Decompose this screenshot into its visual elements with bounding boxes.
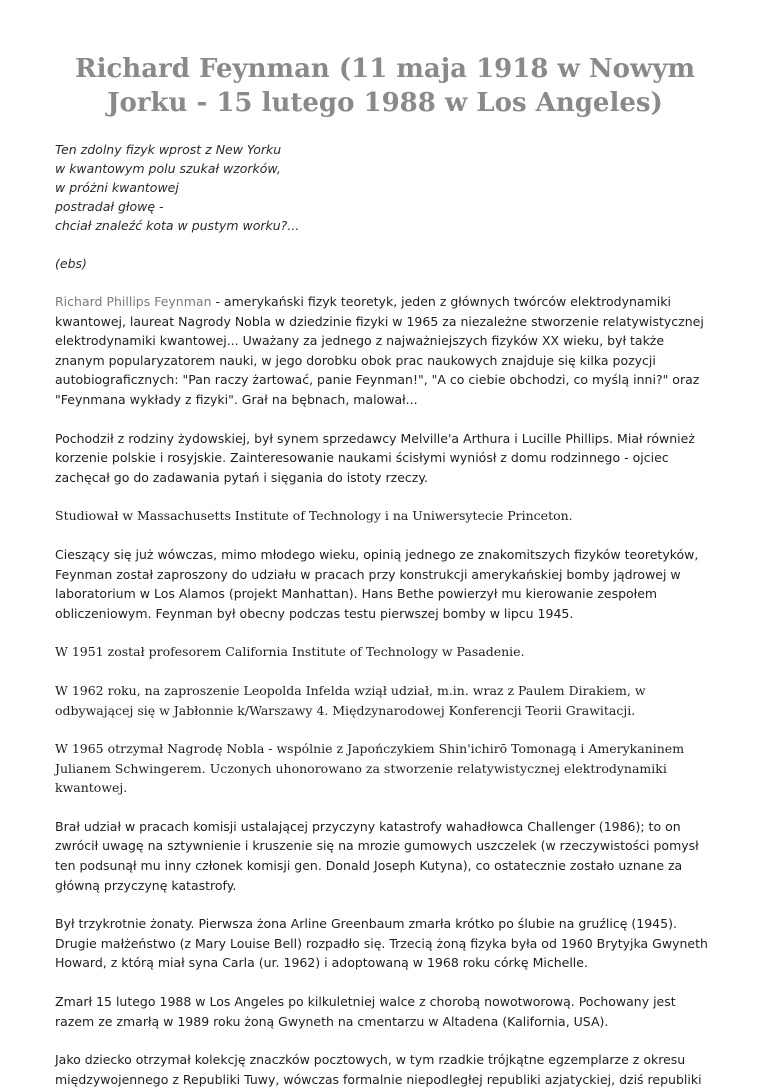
paragraph-conference: W 1962 roku, na zaproszenie Leopolda Infelda wziął udział, m.in. wraz z Paulem Dirakiem, w odbywającej się w Jabłonnie k/Warszawy 4. Międzynarodowej Konferencji Teorii Grawitacji. <box>55 682 646 718</box>
intro-text: - amerykański fizyk teoretyk, jeden z głównych twórców elektrodynamiki kwantowej, laureat Nagrody Nobla w dziedzinie fizyki w 1965 za niezależne stworzenie relatywistycznej elektrodynamiki kwantowej... Uważany za jednego z najważniejszych fizyków XX wieku, był także znanym popularyzatorem nauki, w jego dorobku obok prac naukowych znajduje się kilka pozycji autobiograficznych: "Pan raczy żartować, panie Feynman!", "A co ciebie obchodzi, co myślą inni?" oraz "Feynmana wykłady z fizyki". Grał na bębnach, malował... <box>55 294 704 407</box>
poem-author: (ebs) <box>55 256 87 271</box>
page-title: Richard Feynman (11 maja 1918 w Nowym Jorku - 15 lutego 1988 w Los Angeles) <box>74 54 696 118</box>
paragraph-manhattan: Cieszący się już wówczas, mimo młodego wieku, opinią jednego ze znakomitszych fizyków teoretyków, Feynman został zaproszony do udziału w pracach przy konstrukcji amerykańskiej bomby jądrowej w laboratorium w Los Alamos (projekt Manhattan). Hans Bethe powierzył mu kierowanie zespołem obliczeniowym. Feynman był obecny podczas testu pierwszej bomby w lipcu 1945. <box>55 546 699 621</box>
paragraph-marriages: Był trzykrotnie żonaty. Pierwsza żona Arline Greenbaum zmarła krótko po ślubie na gruźlicę (1945). Drugie małżeństwo (z Mary Louise Bell) rozpadło się. Trzecią żoną fizyka była od 1960 Brytyjka Gwyneth Howard, z którą miał syna Carla (ur. 1962) i adoptowaną w 1968 roku córkę Michelle. <box>55 916 708 971</box>
paragraph-challenger: Brał udział w pracach komisji ustalającej przyczyny katastrofy wahadłowca Challenger (1986); to on zwrócił uwagę na sztywnienie i kruszenie się na mrozie gumowych uszczelek (w rzeczywistości pomysł ten podsunął mu inny członek komisji gen. Donald Joseph Kutyna), co ostatecznie zostało uznane za główną przyczynę katastrofy. <box>55 818 699 893</box>
paragraph-caltech: W 1951 został profesorem California Institute of Technology w Pasadenie. <box>55 644 525 660</box>
paragraph-stamps: Jako dziecko otrzymał kolekcję znaczków pocztowych, w tym rzadkie trójkątne egzemplarze z okresu międzywojennego z Republiki Tuwy, wówczas formalnie niepodległej republiki azjatyckiej, dziś republiki <box>55 1052 702 1087</box>
intro-paragraph <box>55 292 715 410</box>
poem-line: chciał znaleźć kota w pustym worku?... <box>55 218 300 233</box>
paragraph-death: Zmarł 15 lutego 1988 w Los Angeles po kilkuletniej walce z chorobą nowotworową. Pochowany jest razem ze zmarłą w 1989 roku żoną Gwyneth na cmentarzu w Altadena (Kalifornia, USA). <box>55 994 676 1029</box>
poem-line: w kwantowym polu szukał wzorków, <box>55 161 281 176</box>
poem <box>55 140 715 235</box>
paragraph-studies: Studiował w Massachusetts Institute of Technology i na Uniwersytecie Princeton. <box>55 508 573 524</box>
paragraph-nobel: W 1965 otrzymał Nagrodę Nobla - wspólnie z Japończykiem Shin'ichirō Tomonagą i Amerykaninem Julianem Schwingerem. Uczonych uhonorowano za stworzenie relatywistycznej elektrodynamiki kwantowej. <box>55 741 685 796</box>
document-page <box>55 0 715 1089</box>
poem-line: Ten zdolny fizyk wprost z New Yorku <box>55 142 282 157</box>
poem-line: w próżni kwantowej <box>55 180 179 195</box>
poem-line: postradał głowę - <box>55 199 164 214</box>
paragraph-origin: Pochodził z rodziny żydowskiej, był synem sprzedawcy Melville'a Arthura i Lucille Phillips. Miał również korzenie polskie i rosyjskie. Zainteresowanie naukami ścisłymi wyniósł z domu rodzinnego - ojciec zachęcał go do zadawania pytań i sięgania do istoty rzeczy. <box>55 430 695 485</box>
person-name-link[interactable]: Richard Phillips Feynman <box>55 294 212 309</box>
